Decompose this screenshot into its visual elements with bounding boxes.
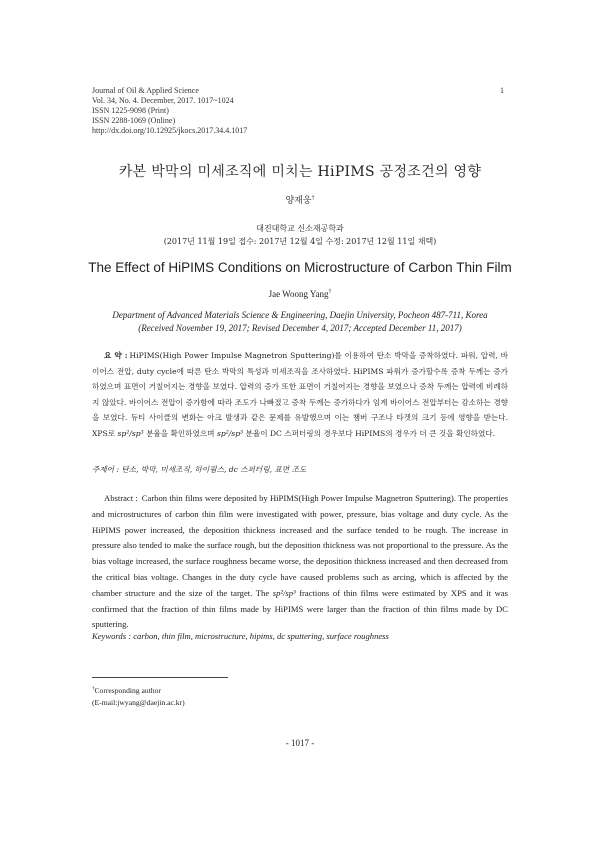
english-title: The Effect of HiPIMS Conditions on Microstructure of Carbon Thin Film <box>88 260 512 275</box>
english-keywords: Keywords : carbon, thin film, microstructure, hipims, dc sputtering, surface roughness <box>92 631 389 641</box>
korean-keywords: 주제어 : 탄소, 박막, 미세조직, 하이핌스, dc 스퍼터링, 표면 조도 <box>92 465 307 474</box>
issn-online: ISSN 2288-1069 (Online) <box>92 116 176 125</box>
korean-abstract-label: 요 약 : <box>104 351 128 360</box>
journal-name: Journal of Oil & Applied Science <box>92 86 199 95</box>
footnote-email[interactable]: (E-mail:jwyang@daejin.ac.kr) <box>92 698 185 707</box>
english-abstract-ratio: sp²/sp³ <box>272 587 296 598</box>
english-author-name: Jae Woong Yang <box>268 289 329 299</box>
korean-abstract-ratio: sp²/sp³ <box>117 428 144 438</box>
issn-print: ISSN 1225-9098 (Print) <box>92 106 169 115</box>
korean-author-mark: † <box>311 195 315 201</box>
footnote-line-1 <box>92 685 185 697</box>
korean-author <box>0 193 600 206</box>
doi-link[interactable]: http://dx.doi.org/10.12925/jkocs.2017.34.4.1017 <box>92 126 248 135</box>
korean-title: 카본 박막의 미세조직에 미치는 HiPIMS 공정조건의 영향 <box>118 164 482 180</box>
korean-affiliation-block <box>0 222 600 248</box>
english-abstract <box>92 491 508 633</box>
english-abstract-text-2: fractions of thin films were estimated by XPS and it was confirmed that the fraction of thin films made by HiPIMS were larger than the fraction of thin films made by DC sputtering. <box>92 587 508 630</box>
english-author <box>0 289 600 299</box>
english-dates: (Received November 19, 2017; Revised December 4, 2017; Accepted December 11, 2017) <box>138 323 462 333</box>
footnote-divider <box>92 677 228 678</box>
header-page-number: 1 <box>500 86 504 95</box>
english-abstract-text-1: Carbon thin films were deposited by HiPIMS(High Power Impulse Magnetron Sputtering). The properties and microstructures of carbon thin film were investigated with power, pressure, bias voltage and duty cycle. As the HiPIMS power increased, the deposition thickness increased and the surface tended to be rough. The increase in pressure also tended to make the surface rough, but the deposition thickness was not proportional to the pressure. As the bias voltage increased, the surface roughness became worse, the deposition thickness increased and then decreased from the critical bias voltage. Changes in the duty cycle have caused problems such as arcing, which is affected by the chamber structure and the size of the target. The <box>92 493 509 598</box>
footnote <box>92 685 185 709</box>
english-affiliation: Department of Advanced Materials Science & Engineering, Daejin University, Pocheon 487-711, Korea <box>112 310 488 320</box>
journal-info <box>92 86 247 136</box>
korean-abstract-text-2: 분율을 확인하였으며 <box>146 428 215 438</box>
english-author-mark: † <box>328 289 332 295</box>
footnote-corresponding: Corresponding author <box>94 686 161 695</box>
journal-volume: Vol. 34, No. 4. December, 2017. 1017~1024 <box>92 96 234 105</box>
korean-abstract-ratio-2: sp²/sp³ <box>216 428 244 438</box>
korean-author-name: 양재웅 <box>285 196 312 206</box>
korean-affiliation: 대진대학교 신소재공학과 <box>256 224 344 233</box>
korean-abstract-text-3: 분율이 DC 스퍼터링의 경우보다 HiPIMS의 경우가 더 큰 것을 확인하였다. <box>245 428 496 438</box>
korean-dates: (2017년 11월 19일 접수: 2017년 12월 4일 수정: 2017년 12월 11일 채택) <box>163 237 437 246</box>
korean-abstract-text-1: HiPIMS(High Power Impulse Magnetron Sputtering)를 이용하여 탄소 박막을 증착하였다. 파워, 압력, 바이어스 전압, duty cycle에 따른 탄소 박막의 특성과 미세조직을 조사하였다. HiPIMS 파워가 증가할수록 증착 두께는 증가하였으며 표면이 거칠어지는 경향을 보였다. 압력의 증가 또한 표면이 거칠어지는 경향을 보였으나 증착 두께는 압력에 비례하지 않았다. 바이어스 전압이 증가함에 따라 조도가 나빠졌고 증착 두께는 증가하다가 임계 바이어스 전압부터는 감소하는 경향을 보였다. 듀티 사이클의 변화는 아크 발생과 같은 문제를 유발했으며 이는 챔버 구조나 타겟의 크기 등에 영향을 받는다. XPS로 <box>92 351 508 438</box>
page-footer: - 1017 - <box>285 738 315 748</box>
korean-abstract <box>92 348 508 442</box>
english-abstract-label: Abstract : <box>104 493 138 503</box>
footnote-mark: † <box>92 686 95 692</box>
english-affiliation-block <box>0 309 600 335</box>
